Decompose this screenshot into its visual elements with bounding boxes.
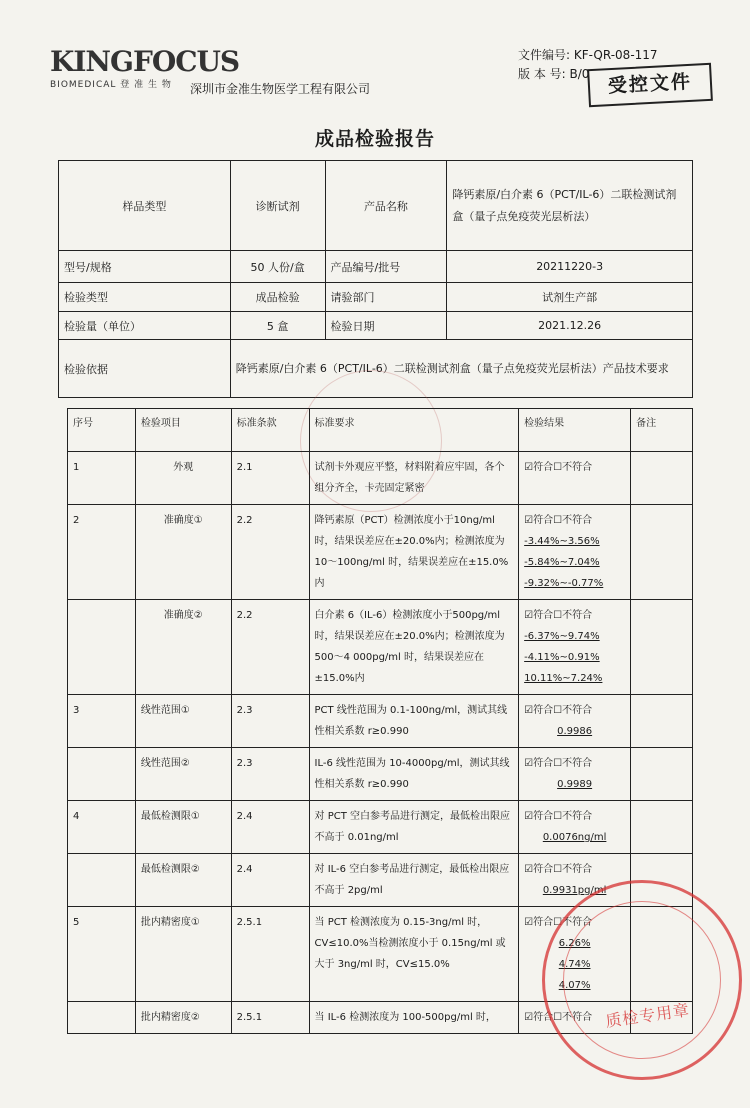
table-row [68, 505, 693, 600]
seal-inner-ring [563, 901, 721, 1059]
date-value: 2021.12.26 [447, 312, 693, 340]
result-value: 0.0076ng/ml [542, 832, 607, 843]
product-info-table [58, 160, 693, 398]
row-no [68, 748, 136, 801]
result-value: -3.44%~3.56% [524, 536, 600, 547]
row-no: 3 [68, 695, 136, 748]
result-value: 4.74% [558, 959, 591, 970]
result-value: 0.9989 [557, 779, 593, 790]
table-row [68, 452, 693, 505]
header-requirement: 标准要求 [309, 409, 519, 452]
row-clause: 2.2 [231, 505, 309, 600]
result-value: 4.07% [558, 980, 591, 991]
row-no [68, 1002, 136, 1034]
inspection-type-label: 检验类型 [59, 283, 231, 312]
header-remark: 备注 [631, 409, 693, 452]
quality-inspection-seal [542, 880, 742, 1080]
result-status: ☑符合☐不符合 [524, 917, 593, 928]
row-result: ☑符合☐不符合 [519, 452, 631, 505]
row-item: 准确度② [135, 600, 231, 695]
row-requirement: 降钙素原（PCT）检测浓度小于10ng/ml 时，结果误差应在±20.0%内；检测浓度为 10～100ng/ml 时，结果误差应在±15.0%内 [309, 505, 519, 600]
report-title: 成品检验报告 [314, 128, 435, 150]
product-name-label: 产品名称 [325, 161, 447, 251]
row-clause: 2.5.1 [231, 907, 309, 1002]
row-requirement: 对 IL-6 空白参考品进行测定，最低检出限应不高于 2pg/ml [309, 854, 519, 907]
result-status: ☑符合☐不符合 [524, 705, 593, 716]
result-value: 0.9986 [557, 726, 593, 737]
result-status: ☑符合☐不符合 [524, 758, 593, 769]
row-item: 最低检测限① [135, 801, 231, 854]
header-clause: 标准条款 [231, 409, 309, 452]
result-value: -9.32%~-0.77% [524, 578, 604, 589]
version-label: 版 本 号: [518, 67, 566, 81]
row-no: 2 [68, 505, 136, 600]
row-item: 外观 [135, 452, 231, 505]
row-requirement: PCT 线性范围为 0.1-100ng/ml，测试其线性相关系数 r≥0.990 [309, 695, 519, 748]
header-no: 序号 [68, 409, 136, 452]
row-result [519, 600, 631, 695]
sample-type-label: 样品类型 [59, 161, 231, 251]
quantity-value: 5 盒 [230, 312, 325, 340]
basis-label: 检验依据 [59, 340, 231, 398]
row-requirement: 白介素 6（IL-6）检测浓度小于500pg/ml 时，结果误差应在±20.0%内；检测浓度为 500～4 000pg/ml 时，结果误差应在±15.0%内 [309, 600, 519, 695]
request-dept-label: 请验部门 [325, 283, 447, 312]
row-clause: 2.2 [231, 600, 309, 695]
row-item: 线性范围① [135, 695, 231, 748]
row-item: 线性范围② [135, 748, 231, 801]
table-row [68, 600, 693, 695]
result-value: 6.26% [558, 938, 591, 949]
row-no: 5 [68, 907, 136, 1002]
row-clause: 2.4 [231, 854, 309, 907]
row-item: 批内精密度② [135, 1002, 231, 1034]
row-requirement: 当 PCT 检测浓度为 0.15-3ng/ml 时，CV≤10.0%当检测浓度小于 0.15ng/ml 或大于 3ng/ml 时，CV≤15.0% [309, 907, 519, 1002]
row-requirement: 试剂卡外观应平整，材料附着应牢固，各个组分齐全，卡壳固定紧密 [309, 452, 519, 505]
quantity-label: 检验量（单位） [59, 312, 231, 340]
row-remark [631, 505, 693, 600]
row-requirement: IL-6 线性范围为 10-4000pg/ml，测试其线性相关系数 r≥0.990 [309, 748, 519, 801]
row-clause: 2.4 [231, 801, 309, 854]
row-result [519, 801, 631, 854]
model-value: 50 人份/盒 [230, 251, 325, 283]
row-item: 最低检测限② [135, 854, 231, 907]
date-label: 检验日期 [325, 312, 447, 340]
version: B/0 [569, 67, 590, 81]
row-clause: 2.5.1 [231, 1002, 309, 1034]
product-name-value: 降钙素原/白介素 6（PCT/IL-6）二联检测试剂盒（量子点免疫荧光层析法） [447, 161, 693, 251]
row-remark [631, 452, 693, 505]
logo-wordmark: KINGFOCUS [50, 45, 240, 78]
row-clause: 2.1 [231, 452, 309, 505]
result-status: ☑符合☐不符合 [524, 610, 593, 621]
model-label: 型号/规格 [59, 251, 231, 283]
header-result: 检验结果 [519, 409, 631, 452]
doc-number: KF-QR-08-117 [573, 48, 658, 62]
row-no [68, 600, 136, 695]
result-value: 0.9931pg/ml [542, 885, 607, 896]
basis-value: 降钙素原/白介素 6（PCT/IL-6）二联检测试剂盒（量子点免疫荧光层析法）产品技术要求 [230, 340, 692, 398]
row-requirement: 对 PCT 空白参考品进行测定，最低检出限应不高于 0.01ng/ml [309, 801, 519, 854]
result-status: ☑符合☐不符合 [524, 515, 593, 526]
header-item: 检验项目 [135, 409, 231, 452]
row-result [519, 748, 631, 801]
row-remark [631, 801, 693, 854]
row-remark [631, 748, 693, 801]
seal-text: 质检专用章 [604, 1000, 692, 1031]
result-status: ☑符合☐不符合 [524, 864, 593, 875]
company-name: 深圳市金准生物医学工程有限公司 [190, 82, 371, 96]
row-remark [631, 600, 693, 695]
result-status: ☑符合☐不符合 [524, 811, 593, 822]
result-value: -5.84%~7.04% [524, 557, 600, 568]
row-result [519, 695, 631, 748]
logo-subtitle: BIOMEDICAL 登 准 生 物 [50, 80, 172, 90]
sample-type-value: 诊断试剂 [230, 161, 325, 251]
table-row [68, 748, 693, 801]
batch-label: 产品编号/批号 [325, 251, 447, 283]
table-row [68, 695, 693, 748]
table-row [68, 801, 693, 854]
row-remark [631, 695, 693, 748]
inspection-type-value: 成品检验 [230, 283, 325, 312]
request-dept-value: 试剂生产部 [447, 283, 693, 312]
row-item: 批内精密度① [135, 907, 231, 1002]
doc-number-label: 文件编号: [518, 48, 571, 62]
row-result [519, 505, 631, 600]
row-clause: 2.3 [231, 695, 309, 748]
row-no [68, 854, 136, 907]
row-requirement: 当 IL-6 检测浓度为 100-500pg/ml 时， [309, 1002, 519, 1034]
row-no: 4 [68, 801, 136, 854]
batch-value: 20211220-3 [447, 251, 693, 283]
result-value: 10.11%~7.24% [524, 673, 603, 684]
row-item: 准确度① [135, 505, 231, 600]
result-value: -4.11%~0.91% [524, 652, 600, 663]
row-clause: 2.3 [231, 748, 309, 801]
controlled-document-stamp: 受控文件 [587, 63, 713, 107]
row-result: ☑符合☐不符合 [519, 1002, 631, 1034]
result-value: -6.37%~9.74% [524, 631, 600, 642]
row-no: 1 [68, 452, 136, 505]
